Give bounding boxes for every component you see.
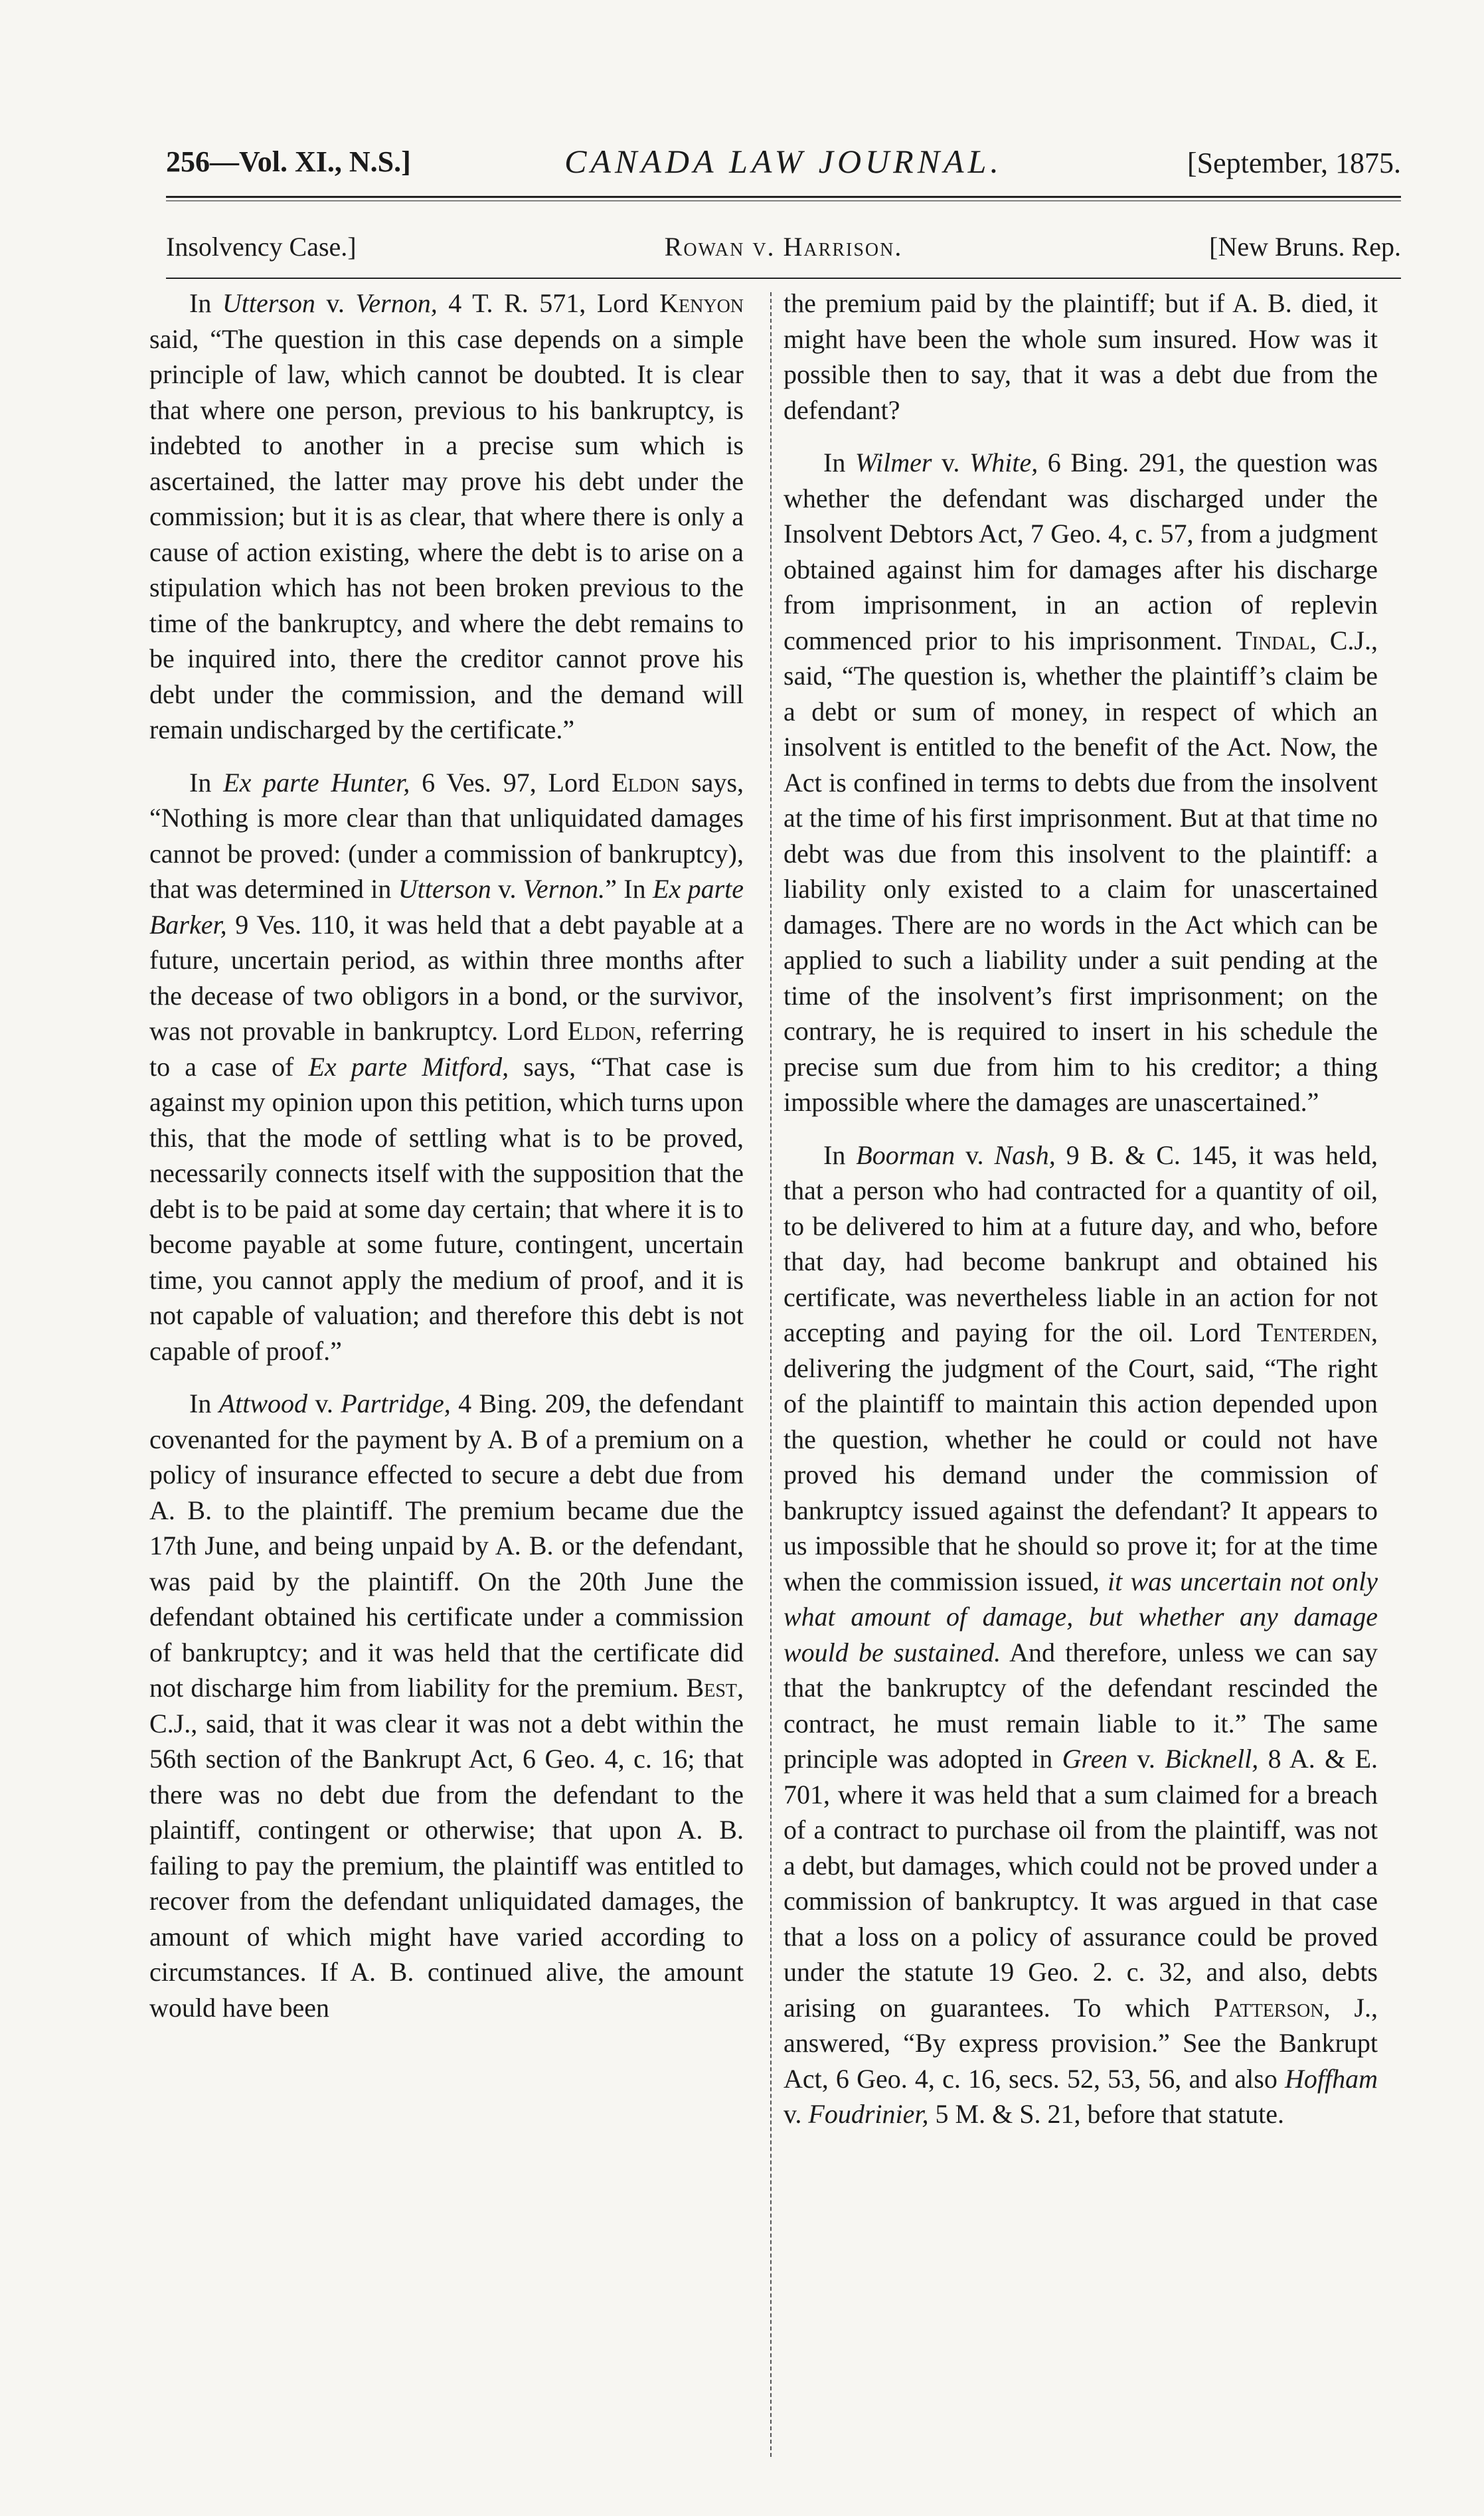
issue-date: [September, 1875.: [1187, 147, 1401, 179]
case-header: [166, 226, 1401, 266]
journal-title: CANADA LAW JOURNAL.: [564, 143, 1003, 180]
case-report: [New Bruns. Rep.: [1209, 232, 1401, 262]
header-rule: [166, 196, 1401, 198]
paragraph-wilmer: In Wilmer v. White, 6 Bing. 291, the question was whether the defendant was discharged under the Insolvent Debtors Act, 7 Geo. 4, c. 57, from a judgment obtained against him for damages after his discharge from imprisonment, in an action of replevin commenced prior to his imprisonment. Tindal, C.J., said, “The question is, whether the plaintiff’s claim be a debt or sum of money, in respect of which an insolvent is entitled to the benefit of the Act. Now, the Act is confined in terms to debts due from the insolvent at the time of his first imprisonment. But at that time no debt was due from this insolvent to the plaintiff: a liability only existed to a claim for unascertained damages. There are no words in the Act which can be applied to such a liability under a suit pending at the time of the insolvent’s first imprisonment; on the contrary, he is required to insert in his schedule the precise sum due from him to his creditor; a thing impossible where the damages are unascertained.”: [783, 448, 1378, 1117]
page-volume: 256—Vol. XI., N.S.]: [166, 145, 411, 178]
paragraph-continuation: the premium paid by the plaintiff; but if A. B. died, it might have been the whole sum insured. How was it possible then to say, that it was a debt due from the defendant?: [783, 288, 1378, 425]
running-head: [166, 137, 1401, 183]
paragraph-ex-parte-hunter: In Ex parte Hunter, 6 Ves. 97, Lord Eldon says, “Nothing is more clear than that unliquidated damages cannot be proved: (under a commission of bankruptcy), that was determined in Utterson v. Vernon.” In Ex parte Barker, 9 Ves. 110, it was held that a debt payable at a future, uncertain period, as within three months after the decease of two obligors in a bond, or the survivor, was not provable in bankruptcy. Lord Eldon, referring to a case of Ex parte Mitford, says, “That case is against my opinion upon this petition, which turns upon this, that the mode of settling what is to be proved, necessarily connects itself with the supposition that the debt is to be paid at some day certain; that where it is to become payable at some future, contingent, uncertain time, you cannot apply the medium of proof, and it is not capable of valuation; and therefore this debt is not capable of proof.”: [149, 767, 744, 1366]
paragraph-attwood: In Attwood v. Partridge, 4 Bing. 209, the defendant covenanted for the payment by A. B of a premium on a policy of insurance effected to secure a debt due from A. B. to the plaintiff. The premium became due the 17th June, and being unpaid by A. B. or the defendant, was paid by the plaintiff. On the 20th June the defendant obtained his certificate under a commission of bankruptcy; and it was held that the certificate did not discharge him from liability for the premium. Best, C.J., said, that it was clear it was not a debt within the 56th section of the Bankrupt Act, 6 Geo. 4, c. 16; that there was no debt due from the defendant to the plaintiff, contingent or otherwise; that upon A. B. failing to pay the premium, the plaintiff was entitled to recover from the defendant unliquidated damages, the amount of which might have varied according to circumstances. If A. B. continued alive, the amount would have been: [149, 1388, 744, 2023]
paragraph-utterson: In Utterson v. Vernon, 4 T. R. 571, Lord Kenyon said, “The question in this case depends on a simple principle of law, which cannot be doubted. It is clear that where one person, previous to his bankruptcy, is indebted to another in a precise sum which is ascertained, the latter may prove his debt under the commission; but it is as clear, that where there is only a cause of action existing, where the debt is to arise on a stipulation which has not been broken previous to the time of the bankruptcy, and where the debt remains to be inquired into, there the creditor cannot prove his debt under the commission, and the demand will remain undischarged by the certificate.”: [149, 288, 744, 744]
paragraph-boorman: In Boorman v. Nash, 9 B. & C. 145, it was held, that a person who had contracted for a quantity of oil, to be delivered to him at a future day, and who, before that day, had become bankrupt and obtained his certificate, was nevertheless liable in an action for not accepting and paying for the oil. Lord Tenterden, delivering the judgment of the Court, said, “The right of the plaintiff to maintain this action depended upon the question, whether he could or could not have proved his demand under the commission of bankruptcy issued against the defendant? It appears to us impossible that he should so prove it; for at the time when the commission issued, it was uncertain not only what amount of damage, but whether any damage would be sustained. And therefore, unless we can say that the bankruptcy of the defendant rescinded the contract, he must remain liable to it.” The same principle was adopted in Green v. Bicknell, 8 A. & E. 701, where it was held that a sum claimed for a breach of a contract to purchase oil from the plaintiff, was not a debt, but damages, which could not be proved under a commission of bankruptcy. It was argued in that case that a loss on a policy of assurance could be proved under the statute 19 Geo. 2. c. 32, and also, debts arising on guarantees. To which Patterson, J., answered, “By express provision.” See the Bankrupt Act, 6 Geo. 4, c. 16, secs. 52, 53, 56, and also Hoffham v. Foudrinier, 5 M. & S. 21, before that statute.: [783, 1139, 1378, 2129]
case-header-rule: [166, 278, 1401, 279]
left-column: [149, 286, 744, 2464]
right-column: [783, 286, 1378, 2464]
column-divider: [770, 292, 772, 2457]
case-section: Insolvency Case.]: [166, 232, 357, 262]
case-name: Rowan v. Harrison.: [664, 232, 903, 262]
